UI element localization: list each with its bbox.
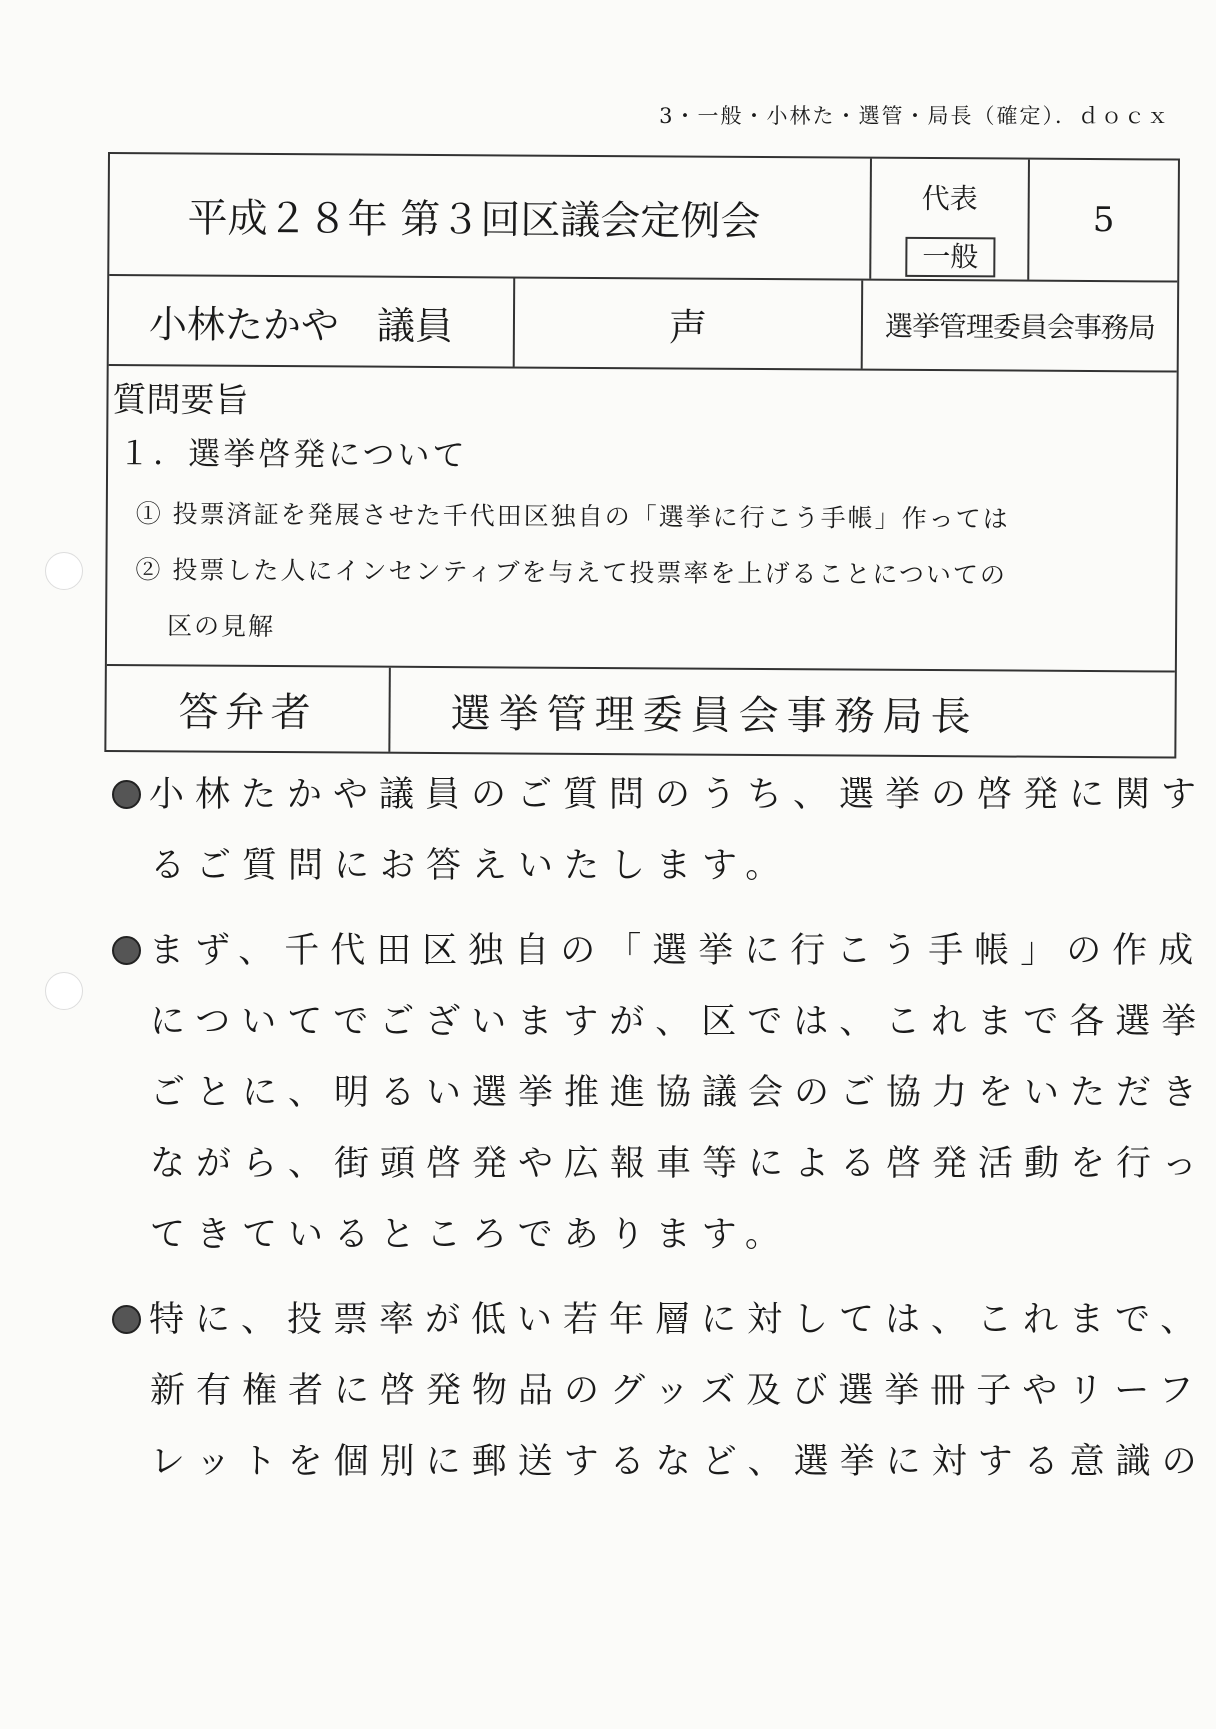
question-form — [104, 152, 1180, 759]
bullet-icon — [112, 1305, 141, 1334]
text-line: るご質問にお答えいたします。 — [150, 846, 792, 886]
punch-hole — [45, 972, 83, 1010]
question-item: １．選挙啓発について — [118, 434, 468, 475]
text-line: レットを個別に郵送するなど、選挙に対する意識の — [150, 1442, 1208, 1482]
member-name: 小林たかや 議員 — [109, 276, 516, 366]
type-cell — [871, 159, 1030, 280]
meeting-title: 平成２８年 第３回区議会定例会 — [109, 154, 872, 279]
question-sub-2-cont: 区の見解 — [167, 611, 276, 642]
punch-hole — [45, 552, 83, 590]
answerer-label: 答弁者 — [106, 666, 391, 752]
text-line: ごとに、明るい選挙推進協議会のご協力をいただき — [150, 1073, 1209, 1113]
file-name: 3・一般・小林た・選管・局長（確定）．ｄｏｃｘ — [659, 104, 1170, 128]
bullet-icon — [112, 936, 141, 965]
answerer-name: 選挙管理委員会事務局長 — [450, 690, 979, 740]
bullet-icon — [112, 780, 141, 809]
text-line: てきているところであります。 — [150, 1215, 791, 1255]
text-line: ながら、街頭啓発や広報車等による啓発活動を行っ — [150, 1144, 1209, 1184]
form-row-answerer — [106, 666, 1174, 757]
general-box: 一般 — [905, 237, 995, 278]
paragraph-3 — [112, 1285, 1208, 1498]
paragraph-1 — [112, 760, 1208, 902]
question-title: 質問要旨 — [112, 380, 249, 421]
paragraph-2 — [112, 916, 1209, 1271]
question-sub-1: ① 投票済証を発展させた千代田区独自の「選挙に行こう手帳」作っては — [135, 499, 1010, 534]
text-line: 特に、投票率が低い若年層に対しては、これまで、 — [112, 1285, 1172, 1356]
answer-body — [112, 760, 1209, 1498]
department: 選挙管理委員会事務局 — [884, 309, 1156, 345]
question-number: 5 — [1092, 200, 1115, 241]
text-line: 小林たかや議員のご質問のうち、選挙の啓発に関す — [112, 760, 1172, 831]
text-line: まず、千代田区独自の「選挙に行こう手帳」の作成 — [112, 916, 1172, 987]
voice-cell: 声 — [515, 278, 864, 368]
text-line: 新有権者に啓発物品のグッズ及び選挙冊子やリーフ — [150, 1371, 1205, 1411]
form-row-question — [107, 366, 1177, 673]
form-row-meeting — [109, 154, 1178, 283]
question-sub-2: ② 投票した人にインセンティブを与えて投票率を上げることについての — [135, 555, 1007, 590]
daihyo-label: 代表 — [921, 181, 978, 216]
text-line: についてでございますが、区では、これまで各選挙 — [150, 1002, 1208, 1042]
form-row-member — [109, 276, 1178, 373]
